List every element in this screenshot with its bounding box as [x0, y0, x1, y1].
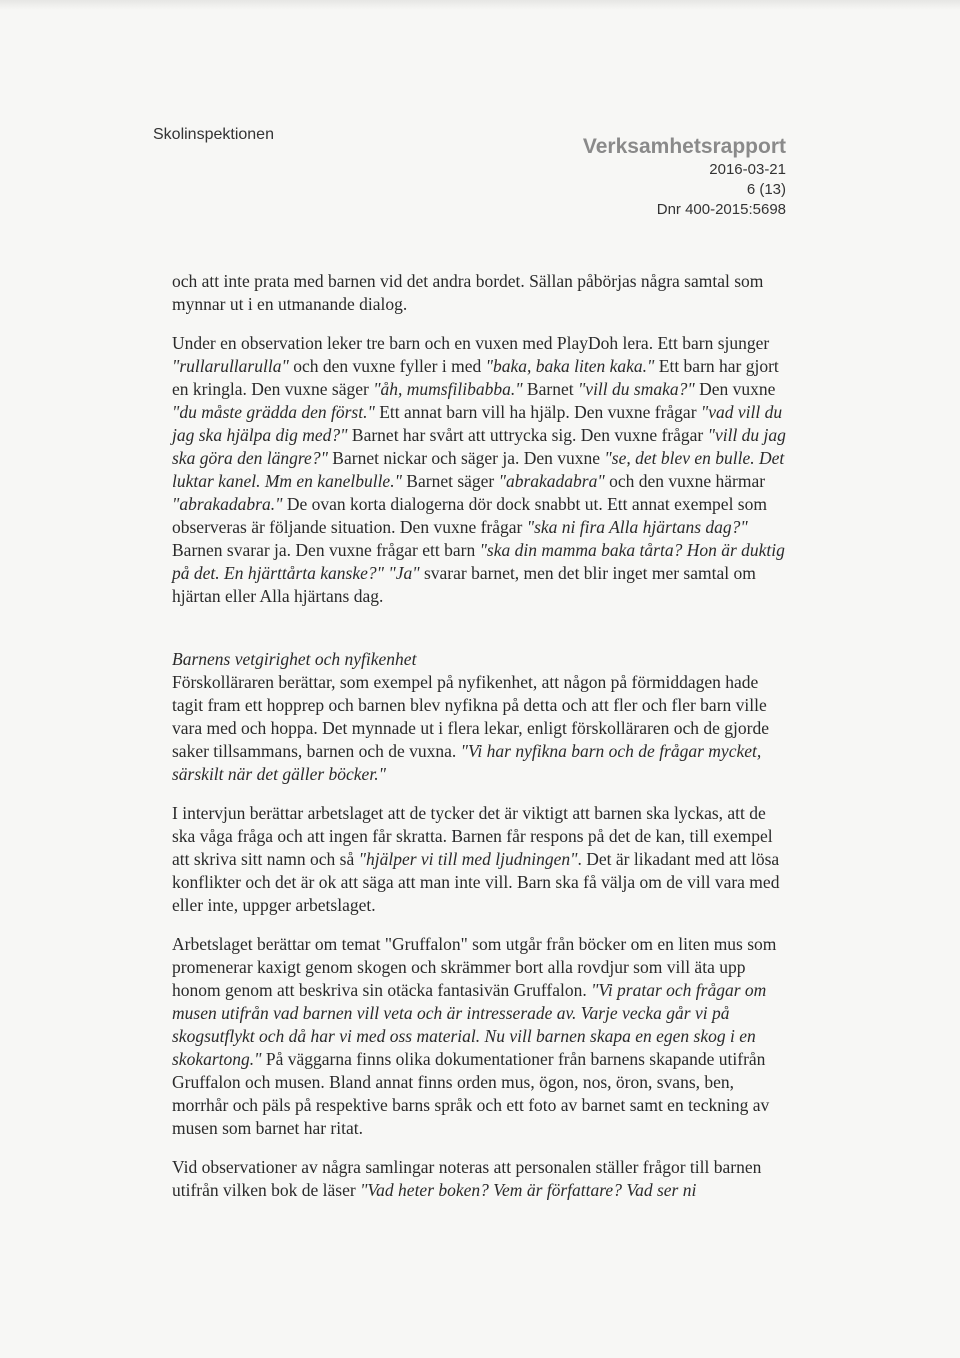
text-run: och den vuxne härmar — [604, 471, 766, 491]
paragraph-4 — [172, 802, 792, 917]
document-header — [583, 134, 786, 220]
section-heading: Barnens vetgirighet och nyfikenhet — [172, 649, 417, 669]
scan-edge — [0, 0, 960, 10]
organization-name: Skolinspektionen — [153, 126, 274, 143]
text-run: Ett barn har gjort en kringla. Den vuxne säger — [172, 356, 779, 399]
document-date: 2016-03-21 — [709, 161, 786, 178]
text-run: På väggarna finns olika dokumentationer från barnens skapande utifrån Gruffalon och musen. Bland annat finns orden mus, ögon, nos, öron, svans, ben, morrhår och päls på respektive barns språk och ett foto av barnet samt en teckning av musen som barnet har ritat. — [172, 1049, 770, 1138]
paragraph-2 — [172, 332, 792, 608]
page-number: 6 (13) — [746, 181, 786, 198]
quote-text: "åh, mumsfilibabba." — [373, 379, 523, 399]
text-run: I intervjun berättar arbetslaget att de tycker det är viktigt att barnen ska lyckas, att de ska våga fråga och att ingen får skratta. Barnen får respons på det de kan, till exempel att skriva sitt namn och så — [172, 803, 773, 869]
text-run: Ett annat barn vill ha hjälp. Den vuxne frågar — [374, 402, 701, 422]
paragraph-1: och att inte prata med barnen vid det andra bordet. Sällan påbörjas några samtal som mynnar ut i en utmanande dialog. — [172, 271, 764, 314]
quote-text: "Vad heter boken? Vem är författare? Vad ser ni — [360, 1180, 697, 1200]
paragraph-3 — [172, 671, 792, 786]
text-run: Barnet har svårt att uttrycka sig. Den vuxne frågar — [347, 425, 708, 445]
text-run: Barnet säger — [401, 471, 499, 491]
text-run: De ovan korta dialogerna dör dock snabbt ut. Ett annat exempel som observeras är följande situation. Den vuxne frågar — [172, 494, 767, 537]
text-run: Vid observationer av några samlingar noteras att personalen ställer frågor till barnen utifrån vilken bok de läser — [172, 1157, 762, 1200]
text-run: Arbetslaget berättar om temat "Gruffalon" som utgår från böcker om en liten mus som promenerar kaxigt genom skogen och skrämmer bort alla rovdjur som vill äta upp honom genom att beskriva sin otäcka fantasivän Gruffalon. — [172, 934, 777, 1000]
text-run: Under en observation leker tre barn och en vuxen med PlayDoh lera. Ett barn sjunger — [172, 333, 770, 353]
quote-text: "ska ni fira Alla hjärtans dag?" — [526, 517, 748, 537]
text-run: Barnen svarar ja. Den vuxne frågar ett barn — [172, 540, 480, 560]
paragraph-6 — [172, 1156, 792, 1202]
quote-text: "abrakadabra." — [172, 494, 283, 514]
diary-number: Dnr 400-2015:5698 — [656, 201, 786, 218]
text-run: Den vuxne — [694, 379, 776, 399]
quote-text: "ska din mamma baka tårta? Hon är duktig på det. En hjärttårta kanske?" — [172, 540, 785, 583]
quote-text: "hjälper vi till med ljudningen" — [358, 849, 578, 869]
document-type: Verksamhetsrapport — [582, 135, 786, 158]
text-run: Förskolläraren berättar, som exempel på nyfikenhet, att någon på förmiddagen hade tagit fram ett hopprep och barnen blev nyfikna på detta och att fler och fler barn ville vara med och hoppa. Det mynnade ut i flera lekar, enligt förskolläraren och de gjorde saker tillsammans, barnen och de vuxna. — [172, 672, 769, 761]
quote-text: "se, det blev en bulle. Det luktar kanel. Mm en kanelbulle." — [172, 448, 785, 491]
text-run: Barnet — [522, 379, 578, 399]
paragraph-5 — [172, 933, 792, 1140]
quote-text: "du måste grädda den först." — [172, 402, 375, 422]
text-run: och den vuxne fyller i med — [288, 356, 486, 376]
text-run: svarar barnet, men det blir inget mer samtal om hjärtan eller Alla hjärtans dag. — [172, 563, 756, 606]
text-run: . Det är likadant med att lösa konflikter och det är ok att säga att man inte vill. Barn ska få välja om de vill vara med eller inte, uppger arbetslaget. — [172, 849, 780, 915]
quote-text: "abrakadabra" — [498, 471, 605, 491]
document-body — [172, 270, 792, 1202]
quote-text: "vad vill du jag ska hjälpa dig med?" — [172, 402, 783, 445]
quote-text: "Vi har nyfikna barn och de frågar mycket, särskilt när det gäller böcker." — [172, 741, 762, 784]
quote-text: "vill du jag ska göra den längre?" — [172, 425, 786, 468]
quote-text: "vill du smaka?" — [577, 379, 695, 399]
text-run: Barnet nickar och säger ja. Den vuxne — [327, 448, 605, 468]
quote-text: "baka, baka liten kaka." — [485, 356, 655, 376]
quote-text: "Ja" — [388, 563, 420, 583]
quote-text: "Vi pratar och frågar om musen utifrån vad barnen vill veta och är intresserade av. Varje vecka går vi på skogsutflykt och då har vi med oss material. Nu vill barnen skapa en egen skog i en skokartong." — [172, 980, 767, 1069]
quote-text: "rullarullarulla" — [172, 356, 289, 376]
